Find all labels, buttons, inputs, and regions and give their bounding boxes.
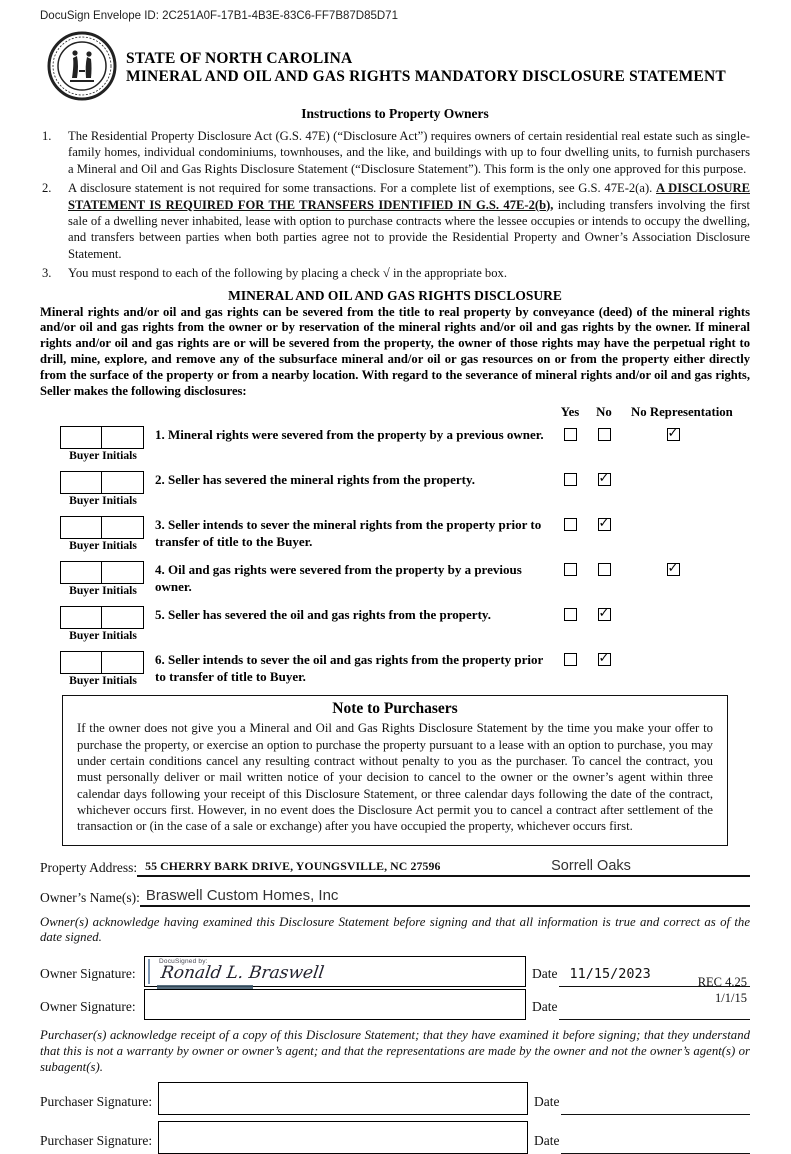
instruction-2-post: including transfers involving the first sale of a dwelling never inhabited, lease with option to purchase contracts where the lessee occupies or intends to occupy the dwelling, and transfers between parties when both parties agree not to provide the Residential Property and Owner’s Association Disclosure Statement. [68,197,750,261]
purchaser-date-field-2[interactable] [561,1136,750,1154]
column-header-yes: Yes [560,405,580,420]
instruction-item-1 [40,128,750,177]
buyer-initials-block [40,514,155,552]
property-address-value[interactable]: 55 CHERRY BARK DRIVE, YOUNGSVILLE, NC 27596 [137,859,527,877]
buyer-initials-box-1[interactable] [60,426,103,449]
disclosure-question-table [40,405,750,687]
question-text: 6. Seller intends to sever the oil and gas rights from the property prior to transfer of title to Buyer. [155,652,544,684]
owner-name-label: Owner’s Name(s): [40,889,140,905]
form-number: REC 4.25 [697,975,747,989]
column-headers [40,405,750,420]
form-title-main: MINERAL AND OIL AND GAS RIGHTS MANDATORY DISCLOSURE STATEMENT [126,68,726,85]
question-row [40,424,750,462]
question-text: 1. Mineral rights were severed from the property by a previous owner. [155,427,544,443]
yes-checkbox[interactable] [564,563,577,576]
question-text: 3. Seller intends to sever the mineral rights from the property prior to transfer of title to the Buyer. [155,517,542,549]
yes-checkbox[interactable] [564,653,577,666]
instruction-number: 2. [42,181,52,196]
buyer-initials-block [40,424,155,462]
buyer-initials-box-2[interactable] [101,561,144,584]
purchaser-date-field-1[interactable] [561,1097,750,1115]
no-checkbox[interactable] [598,428,611,441]
buyer-initials-label: Buyer Initials [69,539,137,553]
buyer-initials-label: Buyer Initials [69,494,137,508]
yes-checkbox[interactable] [564,518,577,531]
purchaser-acknowledgment: Purchaser(s) acknowledge receipt of a copy of this Disclosure Statement; that they have examined it before signing; that they understand that this is not a warranty by owner or owner’s agent; and that the representations are made by the owner and not the owner’s agent(s) or subagent(s). [40,1028,750,1074]
question-row [40,604,750,642]
docusign-signed-by-tag: DocuSigned by: [159,958,208,966]
purchaser-signature-field-1[interactable] [158,1082,528,1115]
date-label: Date [534,1093,560,1109]
buyer-initials-label: Buyer Initials [69,449,137,463]
buyer-initials-label: Buyer Initials [69,674,137,688]
note-to-purchasers-box [62,695,728,845]
buyer-initials-box-1[interactable] [60,516,103,539]
property-address-row [40,858,750,877]
buyer-initials-box-1[interactable] [60,471,103,494]
yes-checkbox[interactable] [564,608,577,621]
note-heading: Note to Purchasers [332,700,458,718]
instructions-list [40,128,750,282]
buyer-initials-box-2[interactable] [101,651,144,674]
purchaser-signature-field-2[interactable] [158,1121,528,1154]
owner-signature-row-2 [40,989,750,1020]
date-label: Date [532,999,558,1015]
no-representation-checkbox[interactable] [667,428,680,441]
buyer-initials-box-2[interactable] [101,426,144,449]
owner-signature-field-1[interactable] [144,956,526,987]
buyer-initials-label: Buyer Initials [69,629,137,643]
yes-checkbox[interactable] [564,473,577,486]
purchaser-signature-label: Purchaser Signature: [40,1093,153,1109]
owner-signature-row-1 [40,956,750,987]
property-address-label: Property Address: [40,859,138,875]
form-title-state: STATE OF NORTH CAROLINA [126,50,353,67]
question-text: 4. Oil and gas rights were severed from the property by a previous owner. [155,562,522,594]
purchaser-signature-row-1 [40,1082,750,1115]
no-checkbox[interactable] [598,473,611,486]
owner-acknowledgment: Owner(s) acknowledge having examined this Disclosure Statement before signing and that all information is true and correct as of the date signed. [40,914,750,945]
docusign-bracket [148,959,150,984]
docusign-envelope-id: DocuSign Envelope ID: 2C251A0F-17B1-4B3E-83C6-FF7B87D85D71 [40,10,398,22]
owner-date-value: 11/15/2023 [569,966,651,983]
question-text: 5. Seller has severed the oil and gas rights from the property. [155,607,491,623]
buyer-initials-block [40,469,155,507]
instruction-item-3 [40,265,750,281]
instruction-item-2 [40,180,750,262]
date-label: Date [532,966,558,982]
owner-name-value[interactable]: Braswell Custom Homes, Inc [145,886,339,904]
no-checkbox[interactable] [598,563,611,576]
owner-signature-label: Owner Signature: [40,999,136,1015]
owner-signature-field-2[interactable] [144,989,526,1020]
note-body: If the owner does not give you a Mineral and Oil and Gas Rights Disclosure Statement by the time you make your offer to purchase the property, or exercise an option to purchase the property pursuant to a lease with an option to purchase, you may under certain conditions cancel any resulting contract without penalty to you as the purchaser. To cancel the contract, you must personally deliver or mail written notice of your decision to cancel to the owner or the owner’s agent within three calendar days following your receipt of this Disclosure Statement, or three calendar days following the date of the contract, whichever occurs first. However, in no event does the Disclosure Act permit you to cancel a contract after settlement of the transaction or (in the case of a sale or exchange) after you have occupied the property, whichever occurs first. [77,721,713,834]
date-label: Date [534,1132,560,1148]
no-checkbox[interactable] [598,653,611,666]
question-row [40,559,750,597]
buyer-initials-block [40,559,155,597]
buyer-initials-box-2[interactable] [101,606,144,629]
owner-signature-script: Ronald L. Braswell [159,963,326,984]
instruction-number: 1. [42,129,52,143]
buyer-initials-box-1[interactable] [60,606,103,629]
buyer-initials-box-1[interactable] [60,651,103,674]
question-row [40,649,750,687]
purchaser-signature-label: Purchaser Signature: [40,1132,153,1148]
instruction-number: 3. [42,266,52,281]
buyer-initials-box-2[interactable] [101,516,144,539]
subdivision-value[interactable]: Sorrell Oaks [527,858,750,877]
disclosure-heading: MINERAL AND OIL AND GAS RIGHTS DISCLOSURE [228,287,562,303]
form-footer [698,974,747,1006]
instructions-heading: Instructions to Property Owners [301,106,489,121]
column-header-no-representation: No Representation [631,405,733,420]
instruction-text: You must respond to each of the following by placing a check √ in the appropriate box. [68,266,507,281]
disclosure-body: Mineral rights and/or oil and gas rights can be severed from the title to real property by conveyance (deed) of the mineral rights and/or oil and gas rights from the owner or by reservation of the mineral rights and/or oil and gas rights by the owner. If mineral rights and/or oil and gas rights are or will be severed from the property, the owner of those rights may have the perpetual right to drill, mine, explore, and remove any of the subsurface mineral and/or oil or gas resources on or from the property either directly from the surface of the property or from a nearby location. With regard to the severance of mineral rights and/or oil and gas rights, Seller makes the following disclosures: [40,304,750,398]
no-representation-checkbox[interactable] [667,563,680,576]
owner-name-row [40,887,750,907]
instruction-2-emphasis: A DISCLOSURE STATEMENT IS REQUIRED FOR THE TRANSFERS IDENTIFIED IN G.S. 47E-2(b), [68,181,750,212]
question-rows [40,424,750,687]
nc-real-estate-commission-seal-icon [46,30,118,102]
instruction-text [68,180,750,262]
buyer-initials-box-1[interactable] [60,561,103,584]
form-revision-date: 1/1/15 [715,991,747,1005]
no-checkbox[interactable] [598,608,611,621]
buyer-initials-box-2[interactable] [101,471,144,494]
form-header [46,30,750,102]
buyer-initials-block [40,604,155,642]
purchaser-signature-row-2 [40,1121,750,1154]
buyer-initials-block [40,649,155,687]
instruction-2-pre: A disclosure statement is not required for some transactions. For a complete list of exemptions, see G.S. 47E-2(a). [68,181,657,196]
owner-signature-label: Owner Signature: [40,966,136,982]
question-row [40,514,750,552]
column-header-no: No [596,405,612,420]
buyer-initials-label: Buyer Initials [69,584,137,598]
yes-checkbox[interactable] [564,428,577,441]
instruction-text: The Residential Property Disclosure Act (G.S. 47E) (“Disclosure Act”) requires owners of certain residential real estate such as single-family homes, individual condominiums, townhouses, and the like, and buildings with up to four dwelling units, to furnish purchasers a Mineral and Oil and Gas Rights Disclosure Statement (“Disclosure Statement”). This form is the only one approved for this purpose. [68,129,750,176]
question-row [40,469,750,507]
no-checkbox[interactable] [598,518,611,531]
question-text: 2. Seller has severed the mineral rights from the property. [155,472,476,488]
